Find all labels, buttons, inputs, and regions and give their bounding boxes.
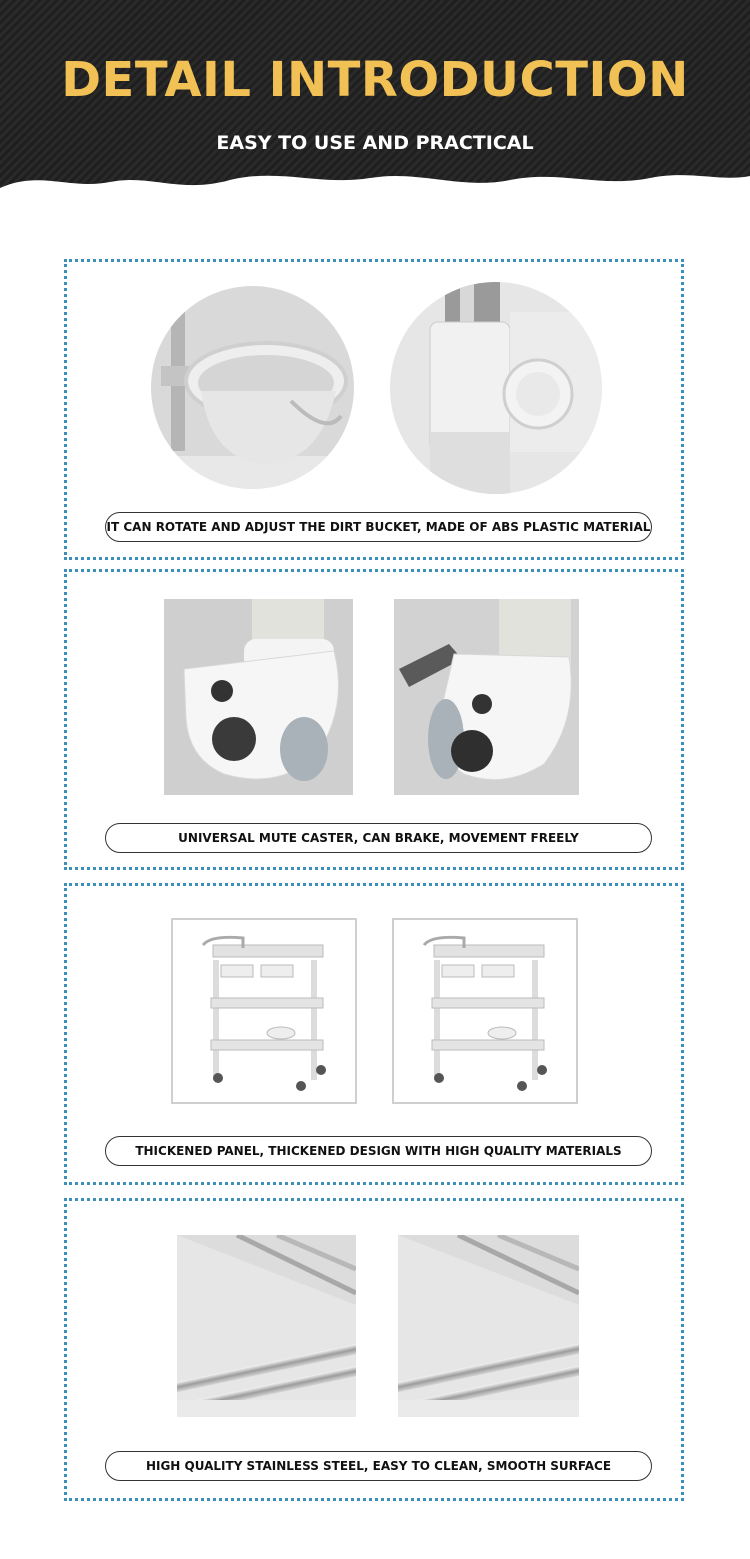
caster-photo-left [164, 599, 353, 795]
page-subtitle: EASY TO USE AND PRACTICAL [216, 132, 534, 154]
detail-section-panel [64, 883, 684, 1185]
page-title: DETAIL INTRODUCTION [61, 52, 689, 108]
banner-wave [0, 160, 750, 210]
caster-photo-right [394, 599, 579, 795]
trolley-photo-right [392, 918, 578, 1104]
section-caption: THICKENED PANEL, THICKENED DESIGN WITH HIGH QUALITY MATERIALS [105, 1136, 652, 1166]
trolley-photo-left [171, 918, 357, 1104]
detail-section-bucket [64, 259, 684, 560]
detail-section-caster [64, 569, 684, 870]
steel-photo-right [398, 1235, 579, 1417]
section-caption: HIGH QUALITY STAINLESS STEEL, EASY TO CLEAN, SMOOTH SURFACE [105, 1451, 652, 1481]
section-caption: UNIVERSAL MUTE CASTER, CAN BRAKE, MOVEMENT FREELY [105, 823, 652, 853]
steel-photo-left [177, 1235, 356, 1417]
header-banner [0, 0, 750, 200]
bucket-photo [151, 286, 354, 489]
knob-photo [390, 282, 602, 494]
section-caption: IT CAN ROTATE AND ADJUST THE DIRT BUCKET, MADE OF ABS PLASTIC MATERIAL [105, 512, 652, 542]
detail-section-steel [64, 1198, 684, 1501]
